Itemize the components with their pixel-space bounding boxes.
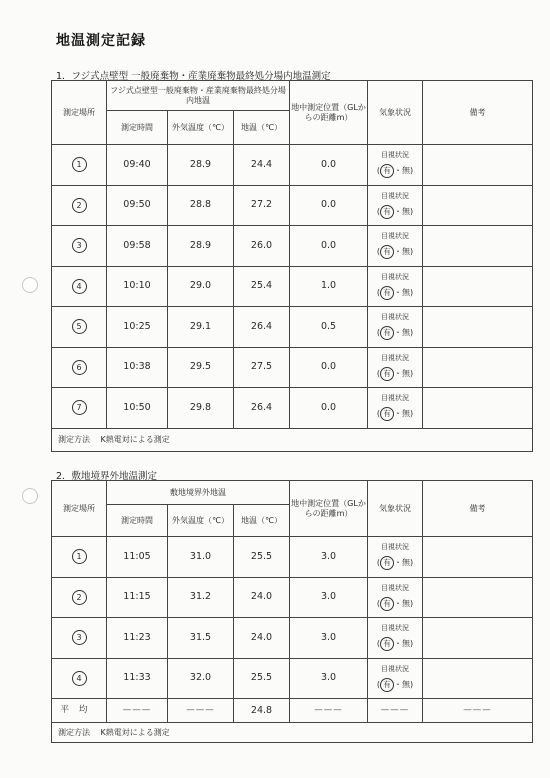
s1-header-group: フジ式点壁型一般廃棄物・産業廃棄物最終処分場内地温 [107,81,290,111]
s2-header-group: 敷地境界外地温 [107,481,290,505]
remarks-cell [423,266,533,307]
weather-option-yes: 有 [380,407,394,421]
ground-temp-cell: 25.5 [234,658,290,699]
s2-average-depth-dash: ——— [290,699,368,723]
ground-temp-cell: 24.0 [234,618,290,659]
depth-cell: 3.0 [290,577,368,618]
table-row [52,226,533,267]
weather-option-yes: 有 [380,326,394,340]
weather-option-yes: 有 [380,597,394,611]
depth-cell: 3.0 [290,658,368,699]
weather-label: 目視状況 [381,232,410,241]
depth-cell: 3.0 [290,537,368,578]
binder-hole-bottom [22,488,38,504]
section1-table [51,80,533,452]
s2-average-ground-temp: 24.8 [234,699,290,723]
ground-temp-cell: 27.5 [234,347,290,388]
s1-header-location: 測定場所 [52,81,107,145]
weather-cell [368,577,423,618]
weather-option-no: 無 [402,328,411,338]
location-number: 5 [72,319,87,334]
s2-average-remarks-dash: ——— [423,699,533,723]
weather-label: 目視状況 [381,664,409,673]
weather-cell [368,347,423,388]
weather-label: 目視状況 [381,272,410,281]
weather-option-yes: 有 [380,164,394,178]
weather-cell [368,618,423,659]
weather-label: 目視状況 [381,191,410,200]
remarks-cell [423,347,533,388]
weather-options: ( 有 ・無) [368,637,422,651]
weather-options: ( 有 ・無) [368,245,422,259]
time-cell: 11:15 [107,577,168,618]
table-row [52,537,533,578]
ground-temp-cell: 26.4 [234,307,290,348]
depth-cell: 0.0 [290,226,368,267]
weather-options: ( 有 ・無) [368,367,422,381]
location-number: 1 [72,549,87,564]
weather-option-yes: 有 [380,245,394,259]
s2-header-depth: 地中測定位置（GLからの距離m） [290,481,368,537]
weather-label: 目視状況 [381,624,409,633]
air-temp-cell: 29.5 [168,347,234,388]
s1-method-value: K熱電対による測定 [100,434,170,444]
weather-option-yes: 有 [380,556,394,570]
location-number: 4 [72,671,87,686]
table-row [52,145,533,186]
weather-cell [368,266,423,307]
weather-cell [368,388,423,429]
location-cell [52,577,107,618]
binder-hole-top [22,277,38,293]
air-temp-cell: 31.0 [168,537,234,578]
table-row [52,307,533,348]
section1-rows [52,145,533,429]
weather-option-no: 無 [402,368,411,378]
s2-header-air-temp: 外気温度（℃） [168,505,234,537]
table-row [52,185,533,226]
time-cell: 11:23 [107,618,168,659]
s2-header-time: 測定時間 [107,505,168,537]
time-cell: 10:38 [107,347,168,388]
weather-option-yes: 有 [380,367,394,381]
remarks-cell [423,307,533,348]
air-temp-cell: 31.5 [168,618,234,659]
depth-cell: 0.0 [290,145,368,186]
remarks-cell [423,145,533,186]
s1-header-remarks: 備考 [423,81,533,145]
weather-cell [368,185,423,226]
location-cell [52,347,107,388]
time-cell: 09:50 [107,185,168,226]
weather-cell [368,658,423,699]
table-row [52,347,533,388]
weather-option-yes: 有 [380,205,394,219]
air-temp-cell: 32.0 [168,658,234,699]
location-number: 2 [72,198,87,213]
weather-option-yes: 有 [380,678,394,692]
s2-method [52,723,533,743]
weather-option-no: 無 [402,247,411,257]
location-cell [52,145,107,186]
s2-header-location: 測定場所 [52,481,107,537]
table-row [52,266,533,307]
s2-header-weather: 気象状況 [368,481,423,537]
weather-option-no: 無 [402,409,411,419]
s2-average-weather-dash: ——— [368,699,423,723]
s2-average-label: 平均 [52,699,107,723]
weather-options: ( 有 ・無) [368,407,422,421]
section2-table [51,480,533,743]
air-temp-cell: 28.8 [168,185,234,226]
weather-option-no: 無 [402,639,410,649]
ground-temp-cell: 27.2 [234,185,290,226]
weather-cell [368,307,423,348]
location-number: 6 [72,360,87,375]
weather-cell [368,537,423,578]
s1-header-air-temp: 外気温度（℃） [168,111,234,145]
page-title: 地温測定記録 [56,33,146,49]
remarks-cell [423,388,533,429]
weather-option-yes: 有 [380,286,394,300]
depth-cell: 3.0 [290,618,368,659]
table-row [52,388,533,429]
air-temp-cell: 29.0 [168,266,234,307]
time-cell: 11:05 [107,537,168,578]
time-cell: 10:50 [107,388,168,429]
ground-temp-cell: 24.0 [234,577,290,618]
weather-cell [368,226,423,267]
remarks-cell [423,537,533,578]
table-row [52,618,533,659]
air-temp-cell: 29.8 [168,388,234,429]
depth-cell: 0.0 [290,347,368,388]
location-cell [52,388,107,429]
ground-temp-cell: 26.0 [234,226,290,267]
remarks-cell [423,226,533,267]
location-cell [52,266,107,307]
location-cell [52,307,107,348]
weather-option-no: 無 [402,679,410,689]
weather-label: 目視状況 [381,583,409,592]
s1-header-time: 測定時間 [107,111,168,145]
air-temp-cell: 28.9 [168,226,234,267]
location-number: 4 [72,279,87,294]
weather-options: ( 有 ・無) [368,326,422,340]
ground-temp-cell: 26.4 [234,388,290,429]
location-number: 3 [72,630,87,645]
location-number: 7 [72,400,87,415]
s2-method-label: 測定方法 [58,727,90,737]
remarks-cell [423,618,533,659]
s2-method-value: K熱電対による測定 [100,727,170,737]
time-cell: 09:58 [107,226,168,267]
weather-label: 目視状況 [381,151,410,160]
s1-header-weather: 気象状況 [368,81,423,145]
weather-option-no: 無 [402,558,410,568]
weather-cell [368,145,423,186]
location-cell [52,618,107,659]
time-cell: 09:40 [107,145,168,186]
s1-method-label: 測定方法 [58,434,90,444]
time-cell: 11:33 [107,658,168,699]
weather-options: ( 有 ・無) [368,164,422,178]
weather-options: ( 有 ・無) [368,556,422,570]
time-cell: 10:25 [107,307,168,348]
location-cell [52,537,107,578]
depth-cell: 0.0 [290,388,368,429]
s1-method [52,428,533,451]
depth-cell: 0.5 [290,307,368,348]
weather-option-no: 無 [402,287,411,297]
location-number: 3 [72,238,87,253]
section1-title: 1．フジ式点壁型 一般廃棄物・産業廃棄物最終処分場内地温測定 [56,71,331,82]
weather-label: 目視状況 [381,353,410,362]
table-row [52,658,533,699]
weather-options: ( 有 ・無) [368,286,422,300]
air-temp-cell: 31.2 [168,577,234,618]
weather-option-no: 無 [402,206,411,216]
remarks-cell [423,577,533,618]
weather-label: 目視状況 [381,543,409,552]
s2-average-row [52,699,533,723]
s2-header-remarks: 備考 [423,481,533,537]
weather-option-no: 無 [402,166,411,176]
ground-temp-cell: 25.4 [234,266,290,307]
weather-option-no: 無 [402,598,410,608]
s2-average-time-dash: ——— [107,699,168,723]
weather-options: ( 有 ・無) [368,678,422,692]
weather-label: 目視状況 [381,394,410,403]
location-number: 1 [72,157,87,172]
ground-temp-cell: 25.5 [234,537,290,578]
s1-header-ground-temp: 地温（℃） [234,111,290,145]
section2-title: 2．敷地境界外地温測定 [56,471,158,482]
table-row [52,577,533,618]
location-cell [52,658,107,699]
depth-cell: 1.0 [290,266,368,307]
s2-average-air-dash: ——— [168,699,234,723]
ground-temp-cell: 24.4 [234,145,290,186]
location-number: 2 [72,590,87,605]
location-cell [52,185,107,226]
s1-header-depth: 地中測定位置（GLからの距離m） [290,81,368,145]
weather-options: ( 有 ・無) [368,597,422,611]
weather-option-yes: 有 [380,637,394,651]
depth-cell: 0.0 [290,185,368,226]
remarks-cell [423,658,533,699]
time-cell: 10:10 [107,266,168,307]
air-temp-cell: 28.9 [168,145,234,186]
location-cell [52,226,107,267]
s2-header-ground-temp: 地温（℃） [234,505,290,537]
weather-options: ( 有 ・無) [368,205,422,219]
remarks-cell [423,185,533,226]
weather-label: 目視状況 [381,313,410,322]
section2-rows [52,537,533,699]
air-temp-cell: 29.1 [168,307,234,348]
